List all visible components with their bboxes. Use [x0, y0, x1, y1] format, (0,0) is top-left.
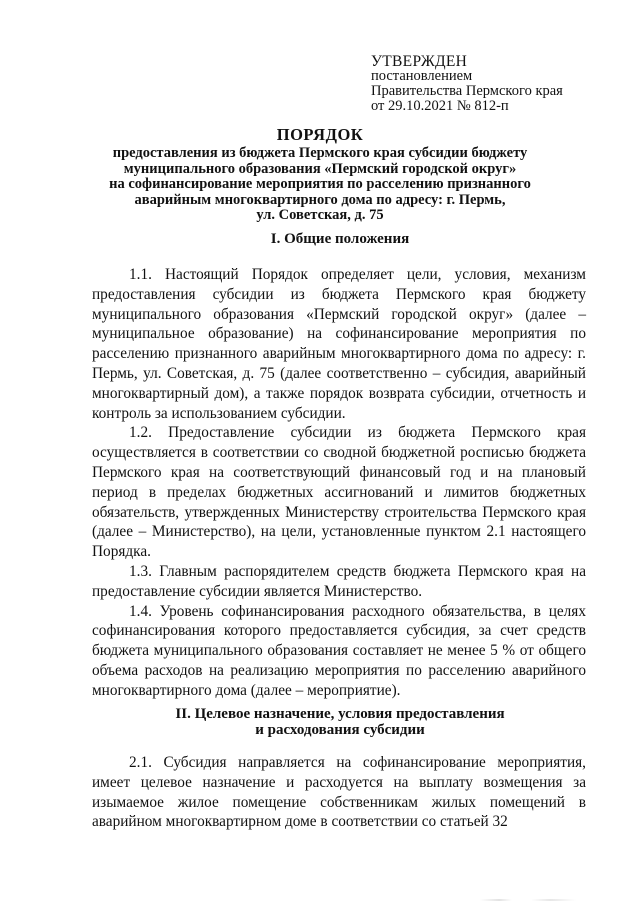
section-2-heading	[90, 706, 590, 738]
section-1-heading-text: I. Общие положения	[270, 231, 410, 247]
section-2-heading-line: и расходования субсидии	[255, 722, 425, 738]
subtitle-line: предоставления из бюджета Пермского края субсидии бюджету	[112, 145, 528, 161]
subtitle-line: муниципального образования «Пермский городской округ»	[123, 160, 517, 177]
approval-heading: УТВЕРЖДЕН	[371, 53, 468, 70]
subtitle-line: аварийным многоквартирного дома по адресу: г. Пермь,	[134, 191, 506, 208]
approval-line: постановлением	[371, 68, 473, 84]
section-1-body	[92, 265, 586, 701]
section-2-heading-line: II. Целевое назначение, условия предоставления	[175, 706, 505, 722]
approval-line: Правительства Пермского края	[371, 83, 563, 99]
section-1-heading	[90, 231, 590, 247]
document-subtitle	[100, 146, 540, 224]
paragraph-1-2: 1.2. Предоставление субсидии из бюджета Пермского края осуществляется в соответствии со сводной бюджетной росписью бюджета Пермского края на соответствующий финансовый год и на плановый период в пределах бюджетных ассигнований и лимитов бюджетных обязательств, утвержденных Министерству строительства Пермского края (далее – Министерство), на цели, установленные пунктом 2.1 настоящего Порядка.	[92, 424, 586, 561]
paragraph-1-4: 1.4. Уровень софинансирования расходного обязательства, в целях софинансирования которого предоставляется субсидия, за счет средств бюджета муниципального образования составляет не менее 5 % от общего объема расходов на реализацию мероприятия по расселению аварийного многоквартирного дома (далее – мероприятие).	[92, 602, 586, 699]
subtitle-line: на софинансирование мероприятия по расселению признанного	[109, 176, 531, 192]
subtitle-line: ул. Советская, д. 75	[256, 207, 384, 223]
paragraph-2-1: 2.1. Субсидия направляется на софинансирование мероприятия, имеет целевое назначение и расходуется на выплату возмещения за изымаемое жилое помещение собственникам жилых помещений в аварийном многоквартирном доме в соответствии со статьей 32	[92, 754, 586, 831]
paragraph-1-1: 1.1. Настоящий Порядок определяет цели, условия, механизм предоставления субсидии из бюджета Пермского края бюджету муниципального образования «Пермский городской округ» (далее – муниципальное образование) на софинансирование мероприятия по расселению признанного аварийным многоквартирного дома по адресу: г. Пермь, ул. Советская, д. 75 (далее соответственно – субсидия, аварийный многоквартирный дом), а также порядок возврата субсидии, отчетность и контроль за использованием субсидии.	[92, 266, 586, 422]
approval-stamp	[371, 54, 621, 114]
approval-date-number: от 29.10.2021 № 812-п	[371, 98, 509, 114]
document-title: ПОРЯДОК	[276, 125, 364, 144]
scan-artifact	[0, 899, 640, 901]
section-2-body	[92, 753, 586, 832]
paragraph-1-3: 1.3. Главным распорядителем средств бюджета Пермского края на предоставление субсидии является Министерство.	[92, 562, 586, 600]
